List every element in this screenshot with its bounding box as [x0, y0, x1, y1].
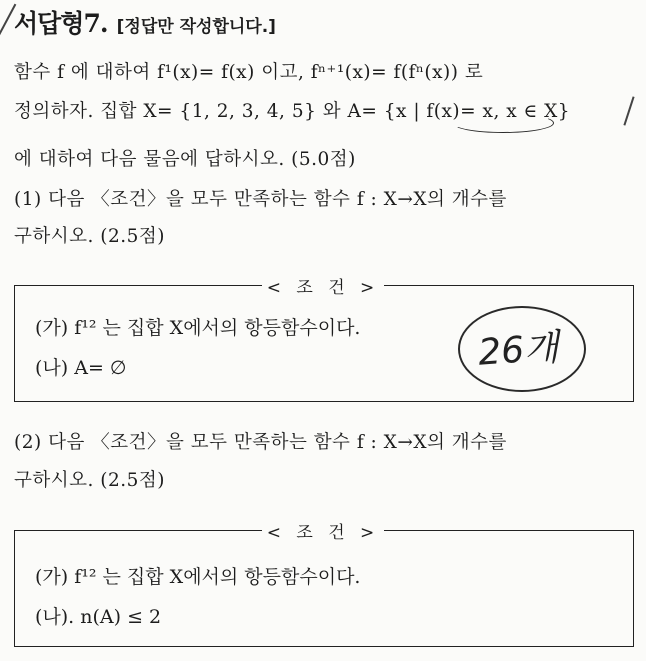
cond2-b: (나). n(A) ≤ 2 [35, 606, 162, 628]
q2-line-1: (2) 다음 〈조건〉을 모두 만족하는 함수 f : X→X의 개수를 [14, 432, 507, 453]
handwritten-answer-1: 26개 [476, 327, 561, 374]
cond1-title: < 조 건 > [266, 278, 380, 298]
question-number: 서답형7. [14, 9, 108, 38]
cond2-a: (가) f¹² 는 집합 X에서의 항등함수이다. [35, 566, 361, 588]
cond2-title: < 조 건 > [266, 523, 380, 543]
hand-underline-mark [452, 113, 554, 133]
conditions-box-2 [14, 530, 634, 647]
q2-line-2: 구하시오. (2.5점) [14, 470, 165, 491]
cond1-b: (나) A= ∅ [35, 357, 127, 379]
answer-instruction: [정답만 작성합니다.] [116, 17, 276, 37]
cond1-a: (가) f¹² 는 집합 X에서의 항등함수이다. [35, 317, 361, 339]
question-header [14, 4, 276, 40]
bracket-stroke [623, 96, 634, 125]
q1-line-1: (1) 다음 〈조건〉을 모두 만족하는 함수 f : X→X의 개수를 [14, 189, 507, 210]
q1-line-2: 구하시오. (2.5점) [14, 226, 165, 247]
intro-line-1: 함수 f 에 대하여 f¹(x)= f(x) 이고, fⁿ⁺¹(x)= f(fⁿ(x)) 로 [14, 62, 484, 83]
intro-line-2: 정의하자. 집합 X= {1, 2, 3, 4, 5} 와 A= {x | f(x)= x, x ∈ X} [14, 101, 571, 122]
intro-line-3: 에 대하여 다음 물음에 답하시오. (5.0점) [14, 149, 356, 170]
